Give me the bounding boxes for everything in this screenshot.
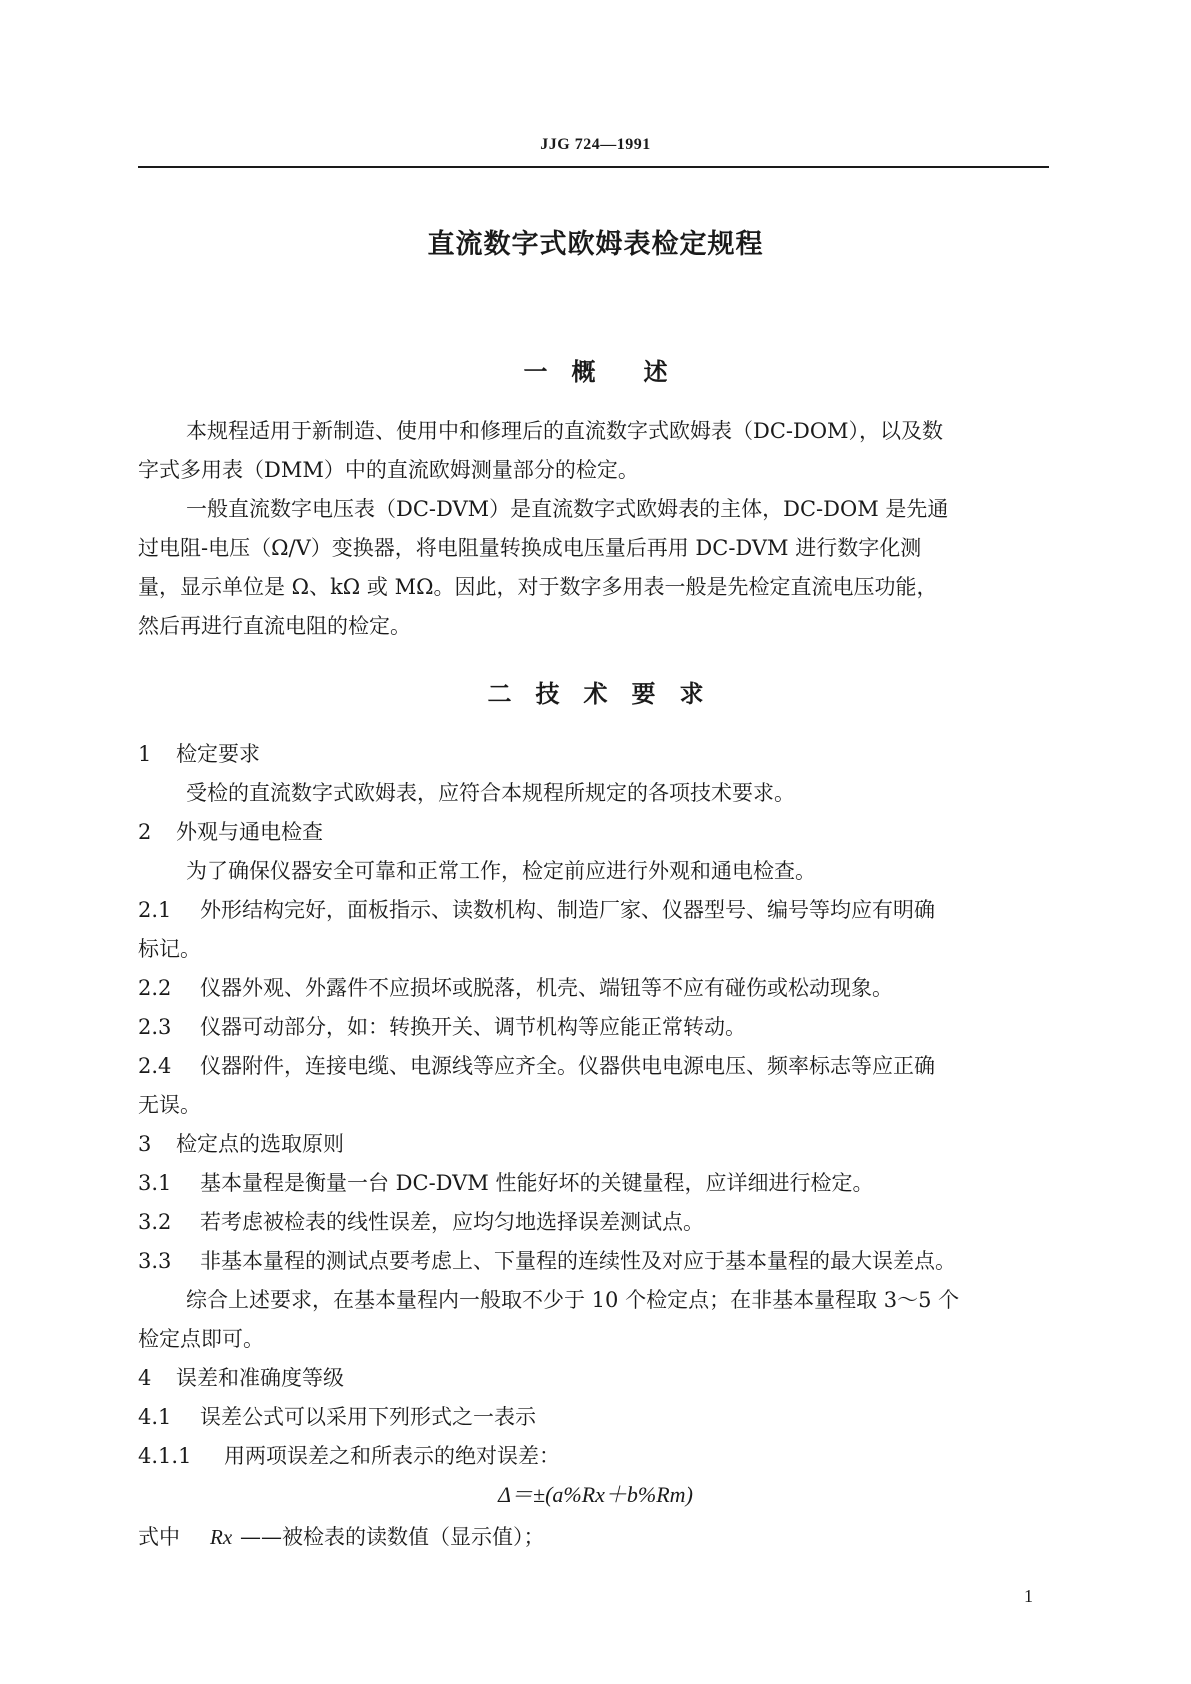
clause-text: 为了确保仪器安全可靠和正常工作，检定前应进行外观和通电检查。: [186, 859, 816, 883]
standard-code: JJG 724—1991: [540, 136, 651, 153]
clause-number: 1: [138, 742, 152, 766]
clause-text: 误差和准确度等级: [176, 1366, 344, 1390]
overview-para2-line1: 一般直流数字电压表（DC-DVM）是直流数字式欧姆表的主体，DC-DOM 是先通: [186, 497, 949, 521]
clause-text: 外观与通电检查: [176, 820, 323, 844]
clause-text: 用两项误差之和所表示的绝对误差：: [224, 1444, 560, 1468]
clause-number: 3.2: [138, 1210, 172, 1234]
clause-text: 仪器外观、外露件不应损坏或脱落，机壳、端钮等不应有碰伤或松动现象。: [200, 976, 893, 1000]
clause-number: 2.3: [138, 1015, 172, 1039]
where-label: 式中: [138, 1525, 180, 1549]
clause-number: 2.4: [138, 1054, 172, 1078]
page-number: 1: [1024, 1586, 1033, 1606]
clause-number: 3.1: [138, 1171, 172, 1195]
clause-number: 2.2: [138, 976, 172, 1000]
clause-number: 2: [138, 820, 152, 844]
clause-text: 仪器附件，连接电缆、电源线等应齐全。仪器供电电源电压、频率标志等应正确: [200, 1054, 935, 1078]
overview-para2-line4: 然后再进行直流电阻的检定。: [138, 614, 411, 638]
overview-para2-line2: 过电阻-电压（Ω/V）变换器，将电阻量转换成电压量后再用 DC-DVM 进行数字化测: [138, 536, 922, 560]
clause-text: 基本量程是衡量一台 DC-DVM 性能好坏的关键量程，应详细进行检定。: [200, 1171, 874, 1195]
document-title: 直流数字式欧姆表检定规程: [427, 229, 764, 260]
overview-para1-line1: 本规程适用于新制造、使用中和修理后的直流数字式欧姆表（DC-DOM），以及数: [186, 419, 944, 443]
clause-number: 4: [138, 1366, 152, 1390]
error-formula: Δ＝±(a%Rx＋b%Rm): [498, 1482, 693, 1507]
clause-number: 3: [138, 1132, 152, 1156]
header-divider: [138, 166, 1049, 168]
section-heading-overview: 一 概 述: [523, 358, 668, 386]
clause-text: 综合上述要求，在基本量程内一般取不少于 10 个检定点；在非基本量程取 3～5 个: [186, 1288, 960, 1312]
clause-text: 检定要求: [176, 742, 260, 766]
clause-number: 2.1: [138, 898, 172, 922]
clause-number: 3.3: [138, 1249, 172, 1273]
clause-text: 无误。: [138, 1093, 201, 1117]
clause-text: 非基本量程的测试点要考虑上、下量程的连续性及对应于基本量程的最大误差点。: [200, 1249, 956, 1273]
clause-text: 检定点即可。: [138, 1327, 264, 1351]
clause-text: 若考虑被检表的线性误差，应均匀地选择误差测试点。: [200, 1210, 704, 1234]
section-heading-technical-requirements: 二 技 术 要 求: [487, 680, 704, 708]
clause-text: 仪器可动部分，如：转换开关、调节机构等应能正常转动。: [200, 1015, 746, 1039]
clause-number: 4.1: [138, 1405, 172, 1429]
clause-text: 受检的直流数字式欧姆表，应符合本规程所规定的各项技术要求。: [186, 781, 795, 805]
clause-number: 4.1.1: [138, 1444, 192, 1468]
overview-para1-line2: 字式多用表（DMM）中的直流欧姆测量部分的检定。: [138, 458, 639, 482]
clause-text: 标记。: [138, 937, 201, 961]
where-text: ——被检表的读数值（显示值）；: [240, 1525, 545, 1549]
overview-para2-line3: 量，显示单位是 Ω、kΩ 或 MΩ。因此，对于数字多用表一般是先检定直流电压功能，: [138, 575, 938, 599]
where-symbol: Rx: [210, 1525, 233, 1549]
clause-text: 外形结构完好，面板指示、读数机构、制造厂家、仪器型号、编号等均应有明确: [200, 898, 935, 922]
clause-text: 误差公式可以采用下列形式之一表示: [200, 1405, 536, 1429]
clause-text: 检定点的选取原则: [176, 1132, 344, 1156]
